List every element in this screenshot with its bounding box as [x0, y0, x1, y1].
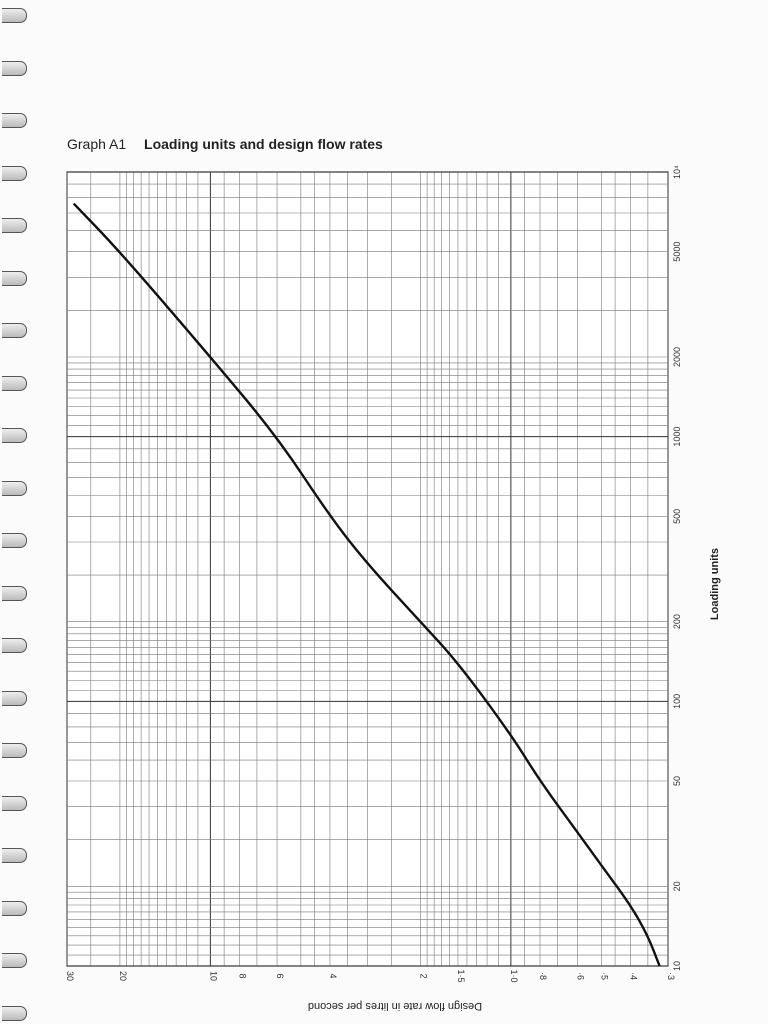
x-tick-label: 2	[418, 973, 429, 979]
y-tick-label: 200	[672, 614, 682, 630]
y-tick-label: 10⁴	[672, 165, 682, 179]
y-tick-label: 500	[672, 508, 682, 524]
y-tick-label: 50	[672, 775, 682, 787]
x-tick-label: 1·5	[455, 969, 466, 983]
y-tick-label: 5000	[672, 241, 682, 262]
graph-number: Graph A1	[67, 136, 127, 152]
x-tick-label: 6	[275, 973, 286, 979]
x-tick-label: ·5	[599, 971, 610, 981]
x-tick-label: 1·0	[508, 969, 519, 983]
x-tick-label: 8	[237, 973, 248, 979]
x-tick-label: 4	[327, 973, 338, 979]
y-tick-label: 2000	[672, 346, 682, 368]
x-tick-label: 10	[208, 970, 219, 982]
y-tick-label: 20	[672, 881, 682, 892]
x-tick-label: 20	[117, 970, 128, 982]
x-tick-label: ·4	[628, 971, 639, 981]
x-tick-label: ·3	[666, 971, 676, 981]
x-tick-label: 30	[65, 970, 75, 982]
y-tick-label: 100	[672, 693, 682, 709]
graph-title-text: Loading units and design flow rates	[144, 136, 383, 152]
y-axis-label: Loading units	[709, 547, 721, 621]
x-tick-label: ·8	[537, 971, 548, 981]
x-tick-label: ·6	[575, 971, 586, 981]
y-tick-label: 10	[672, 960, 682, 972]
y-tick-label: 1000	[672, 426, 682, 447]
x-axis-label: Design flow rate in litres per second	[307, 1000, 483, 1012]
